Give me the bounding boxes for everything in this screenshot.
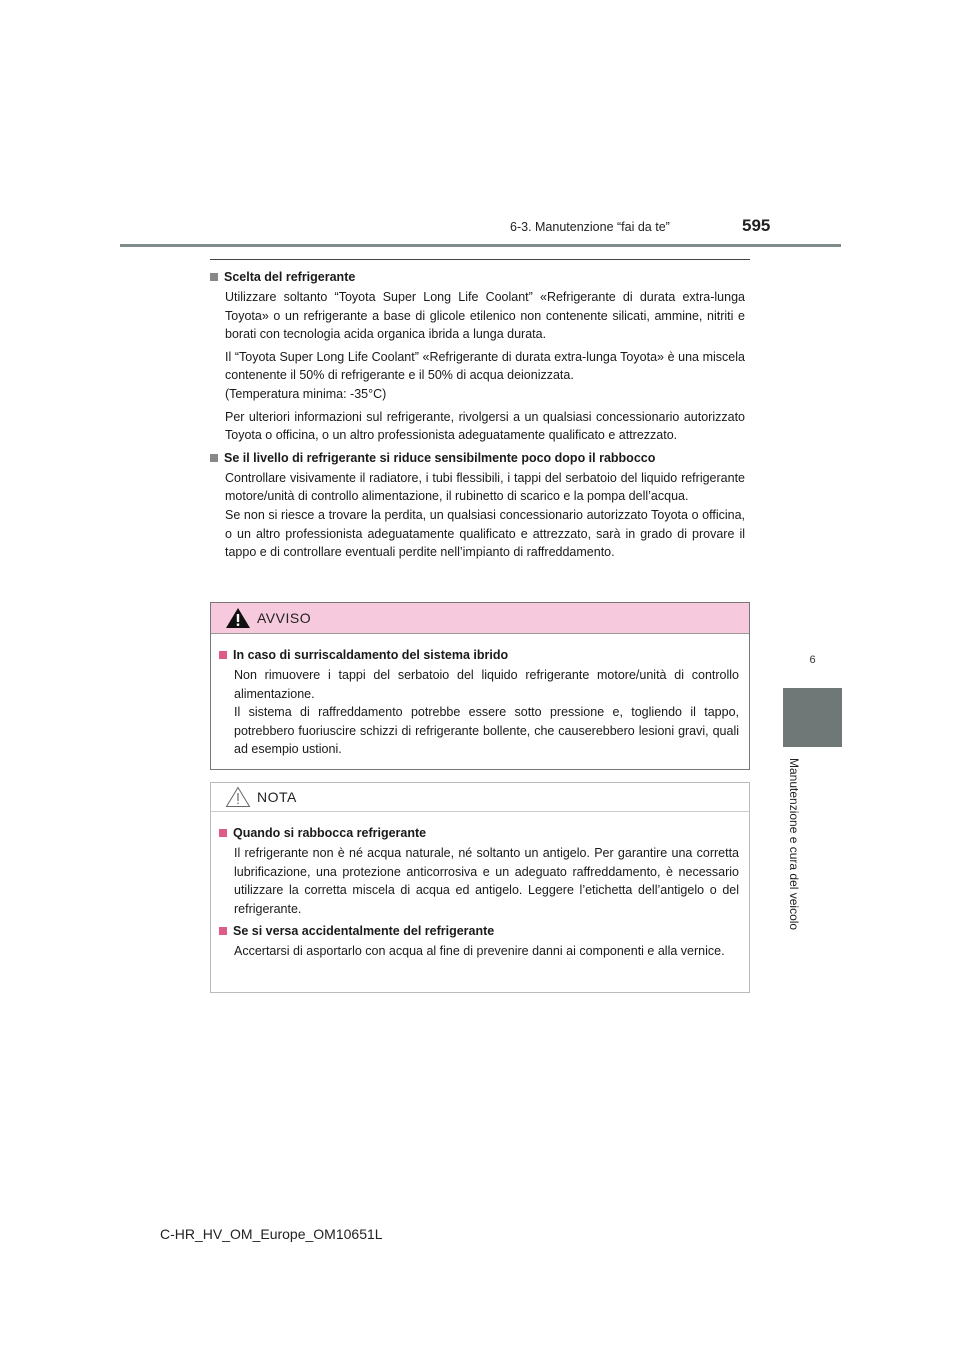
square-bullet-icon <box>219 927 227 935</box>
header-rule <box>120 244 841 247</box>
section-coolant-loss <box>210 449 745 562</box>
note-box <box>210 782 750 993</box>
note-box-title: NOTA <box>257 789 297 805</box>
warning-box-header <box>211 603 749 634</box>
side-tab-block <box>783 688 842 747</box>
note-paragraph: Il refrigerante non è né acqua naturale, né soltanto un antigelo. Per garantire una corretta lubrificazione, una protezione anticorrosiva e un adeguato raffreddamento, è necessario utilizzare la corretta miscela di acqua ed antigelo. Leggere l’etichetta dell’antigelo o del refrigerante. <box>234 846 739 916</box>
warning-triangle-icon <box>225 607 251 629</box>
paragraph: Per ulteriori informazioni sul refrigerante, rivolgersi a un qualsiasi concessionario autorizzato Toyota o officina, o un altro professionista adeguatamente qualificato e attrezzato. <box>225 409 745 443</box>
warning-box-body <box>211 634 749 759</box>
note-paragraph: Accertarsi di asportarlo con acqua al fine di prevenire danni ai componenti e alla vernice. <box>234 944 725 959</box>
warning-box-title: AVVISO <box>257 610 312 626</box>
square-bullet-icon <box>219 651 227 659</box>
section-title: 6-3. Manutenzione “fai da te” <box>510 220 670 234</box>
caution-outline-triangle-icon <box>225 786 251 808</box>
square-bullet-icon <box>210 273 218 281</box>
section-coolant-choice <box>210 268 745 445</box>
section-heading: Scelta del refrigerante <box>210 268 745 287</box>
paragraph: Controllare visivamente il radiatore, i tubi flessibili, i tappi del serbatoio del liquido refrigerante motore/unità di controllo alimentazione, il rubinetto di scarico e la pompa dell’acqua. Se non si riesce a trovare la perdita, un qualsiasi concessionario autorizzato Toyota o officina, o un altro professionista adeguatamente qualificato e attrezzato, sarà in grado di provare il tappo e di controllare eventuali perdite nell’impianto di raffreddamento. <box>225 470 745 560</box>
note-heading: Quando si rabbocca refrigerante <box>219 824 739 843</box>
note-box-body <box>211 812 749 961</box>
main-content <box>210 268 745 562</box>
paragraph: Il “Toyota Super Long Life Coolant” «Refrigerante di durata extra-lunga Toyota» è una miscela contenente il 50% di refrigerante e il 50% di acqua deionizzata. (Temperatura minima: -35°C) <box>225 349 745 401</box>
paragraph: Utilizzare soltanto “Toyota Super Long Life Coolant” «Refrigerante di durata extra-lunga Toyota» o un refrigerante a base di glicole etilenico non contenente silicati, ammine, nitriti e borati con tecnologia acida organica ibrida a lunga durata. <box>225 290 745 342</box>
square-bullet-icon <box>219 829 227 837</box>
warning-heading: In caso di surriscaldamento del sistema ibrido <box>219 646 739 665</box>
section-divider <box>210 259 750 260</box>
section-heading: Se il livello di refrigerante si riduce sensibilmente poco dopo il rabbocco <box>210 449 745 468</box>
side-tab-number: 6 <box>809 654 816 666</box>
side-tab-label: Manutenzione e cura del veicolo <box>787 758 801 931</box>
document-code: C-HR_HV_OM_Europe_OM10651L <box>160 1226 383 1242</box>
page-number: 595 <box>742 216 771 235</box>
warning-box <box>210 602 750 770</box>
note-heading: Se si versa accidentalmente del refrigerante <box>219 922 739 941</box>
note-box-header <box>211 783 749 812</box>
square-bullet-icon <box>210 454 218 462</box>
warning-paragraph: Non rimuovere i tappi del serbatoio del liquido refrigerante motore/unità di controllo alimentazione. Il sistema di raffreddamento potrebbe essere sotto pressione e, togliendo il tappo, potrebbero fuoriuscire schizzi di refrigerante bollente, che causerebbero lesioni gravi, quali ad esempio ustioni. <box>234 668 739 757</box>
